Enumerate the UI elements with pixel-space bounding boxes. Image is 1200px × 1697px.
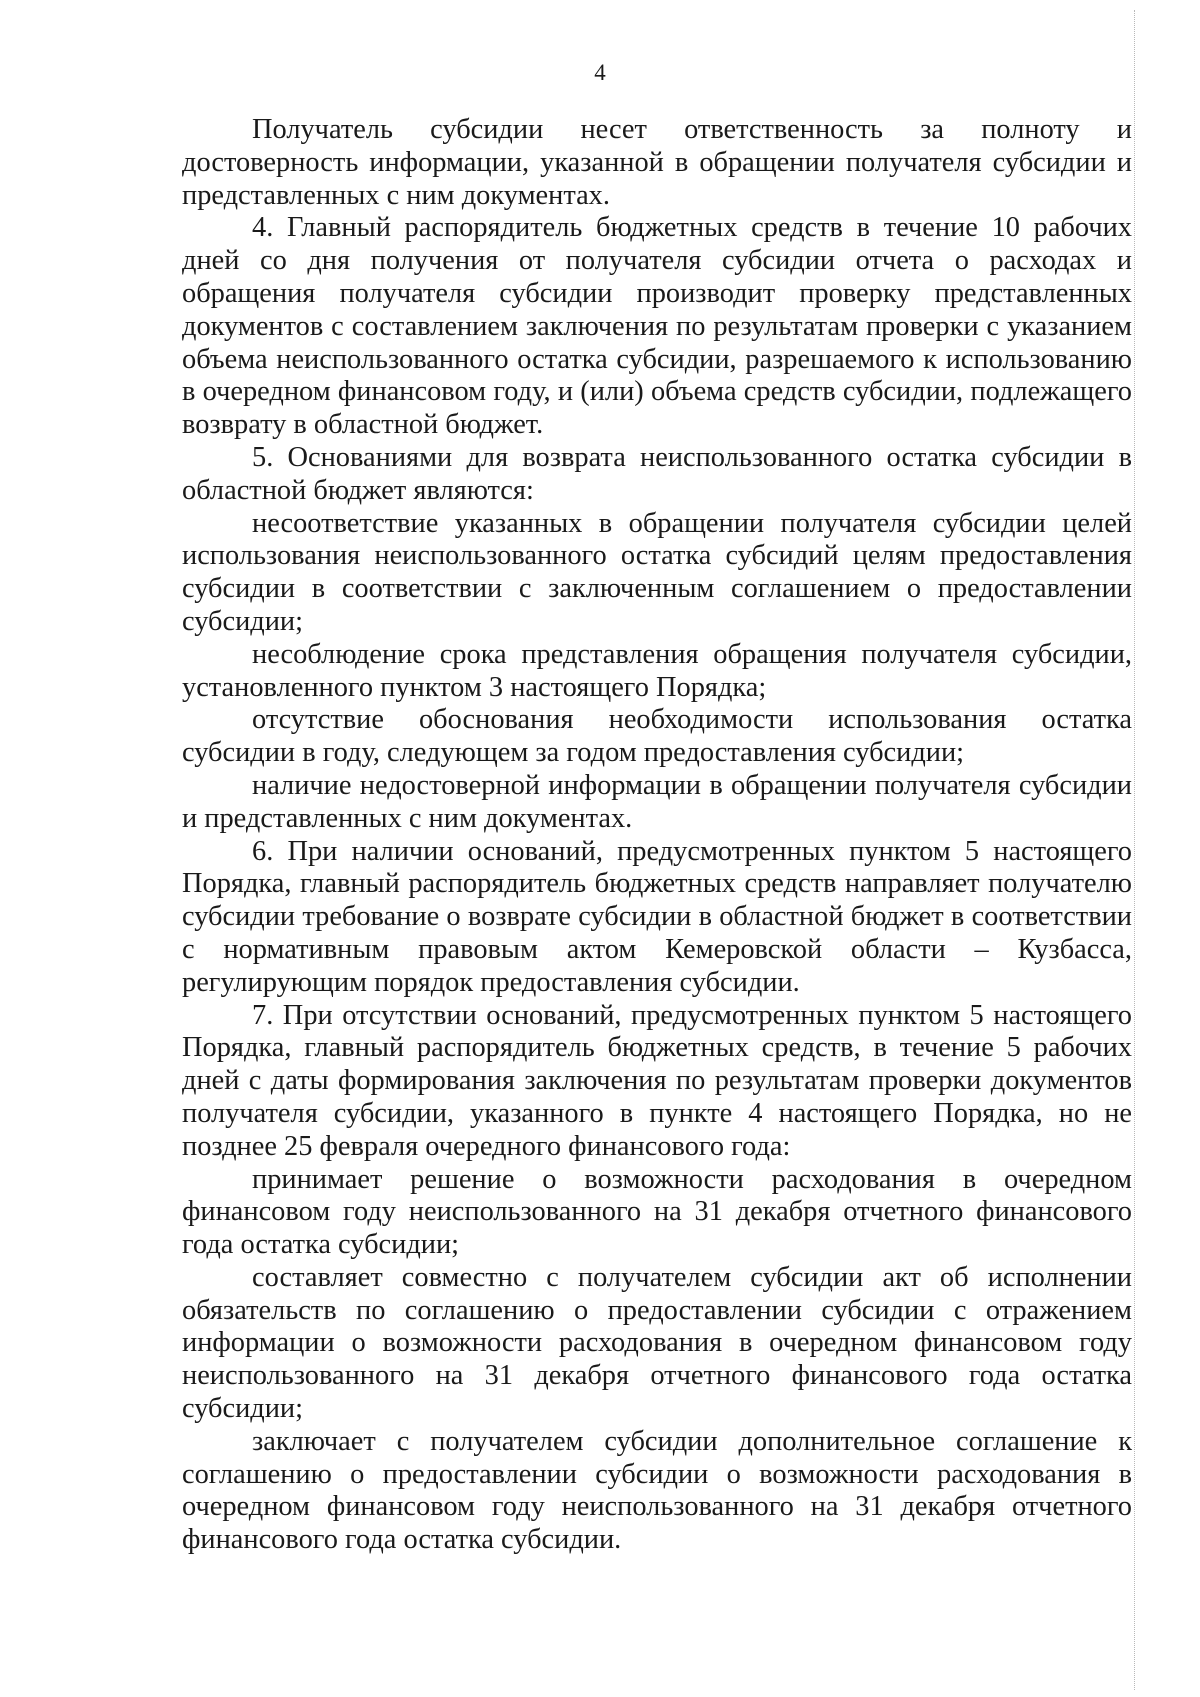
paragraph-ground-deadline: несоблюдение срока представления обращения получателя субсидии, установленного пунктом 3 настоящего Порядка; <box>182 638 1132 703</box>
paragraph-action-agreement: заключает с получателем субсидии дополнительное соглашение к соглашению о предоставлении субсидии о возможности расходования в очередном финансовом году неиспользованного на 31 декабря отчетного финансового года остатка субсидии. <box>182 1425 1132 1556</box>
paragraph-action-decision: принимает решение о возможности расходования в очередном финансовом году неиспользованного на 31 декабря отчетного финансового года остатка субсидии; <box>182 1163 1132 1261</box>
paragraph-item-4: 4. Главный распорядитель бюджетных средств в течение 10 рабочих дней со дня получения от получателя субсидии отчета о расходах и обращения получателя субсидии производит проверку представленных документов с составлением заключения по результатам проверки с указанием объема неиспользованного остатка субсидии, разрешаемого к использованию в очередном финансовом году, и (или) объема средств субсидии, подлежащего возврату в областной бюджет. <box>182 212 1132 441</box>
paragraph-ground-no-justification: отсутствие обоснования необходимости использования остатка субсидии в году, следующем за годом предоставления субсидии; <box>182 704 1132 769</box>
paragraph-item-5: 5. Основаниями для возврата неиспользованного остатка субсидии в областной бюджет являются: <box>182 441 1132 506</box>
paragraph-ground-mismatch: несоответствие указанных в обращении получателя субсидии целей использования неиспользованного остатка субсидий целям предоставления субсидии в соответствии с заключенным соглашением о предоставлении субсидии; <box>182 507 1132 637</box>
document-body <box>182 114 1132 1557</box>
scan-edge-line <box>1134 10 1135 1690</box>
paragraph-item-6: 6. При наличии оснований, предусмотренных пунктом 5 настоящего Порядка, главный распорядитель бюджетных средств направляет получателю субсидии требование о возврате субсидии в областной бюджет в соответствии с нормативным правовым актом Кемеровской области – Кузбасса, регулирующим порядок предоставления субсидии. <box>182 835 1132 998</box>
page-number: 4 <box>594 60 606 85</box>
paragraph-ground-false-info: наличие недостоверной информации в обращении получателя субсидии и представленных с ним документах. <box>182 769 1132 834</box>
paragraph-item-7: 7. При отсутствии оснований, предусмотренных пунктом 5 настоящего Порядка, главный распорядитель бюджетных средств, в течение 5 рабочих дней с даты формирования заключения по результатам проверки документов получателя субсидии, указанного в пункте 4 настоящего Порядка, но не позднее 25 февраля очередного финансового года: <box>182 999 1132 1162</box>
paragraph-recipient-responsibility: Получатель субсидии несет ответственность за полноту и достоверность информации, указанной в обращении получателя субсидии и представленных с ним документах. <box>182 114 1132 211</box>
paragraph-action-act: составляет совместно с получателем субсидии акт об исполнении обязательств по соглашению о предоставлении субсидии с отражением информации о возможности расходования в очередном финансовом году неиспользованного на 31 декабря отчетного финансового года остатка субсидии; <box>182 1261 1132 1425</box>
